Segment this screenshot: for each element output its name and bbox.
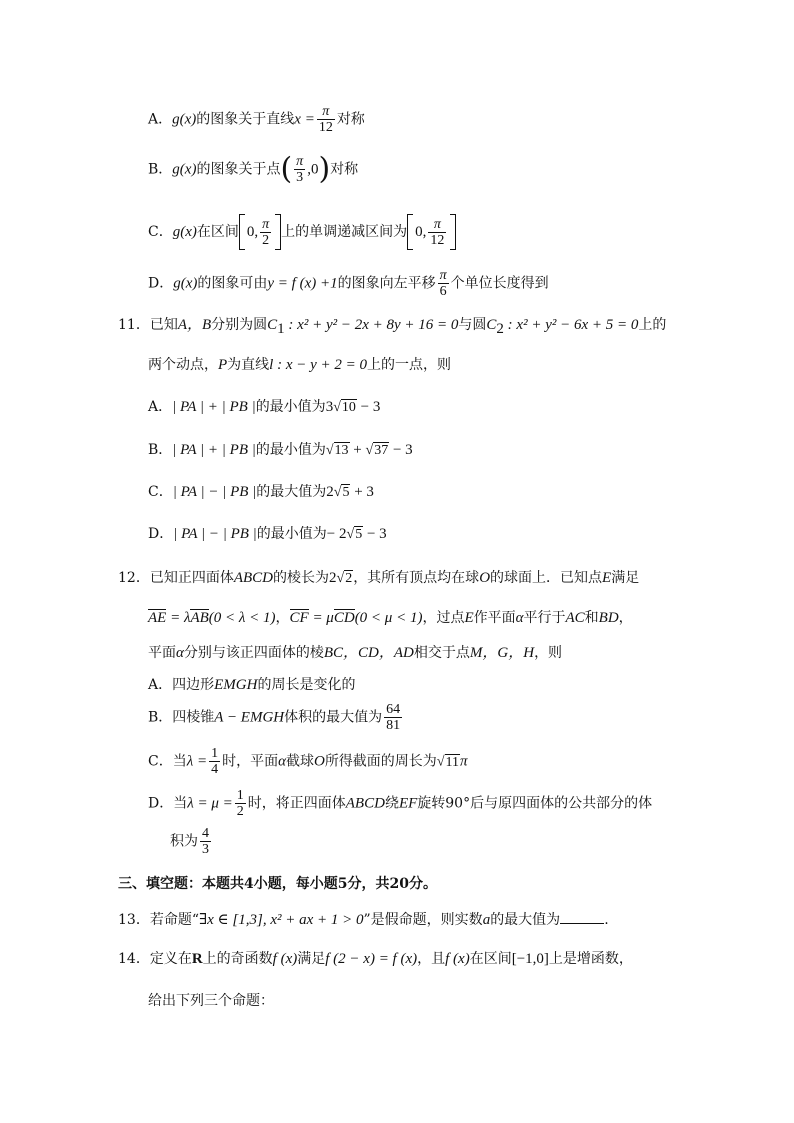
fraction: $\frac{1}{2}$ [236, 788, 244, 819]
option-label: A． [148, 111, 173, 128]
q11-option-d: D．| PA | − | PB |的最小值为− 2√5 − 3 [148, 526, 387, 542]
sqrt: √5 [333, 485, 350, 500]
sqrt: √10 [333, 400, 356, 415]
left-bracket [407, 214, 413, 250]
fraction: $\frac{\pi}{12}$ [430, 216, 445, 248]
sqrt: √5 [346, 527, 363, 542]
q11-line2: 两个动点，P为直线l : x − y + 2 = 0上的一点，则 [148, 357, 452, 373]
answer-blank[interactable] [560, 911, 604, 924]
q14-line1: 14．定义在R上的奇函数f (x)满足f (2 − x) = f (x)，且f (x)在区间[−1,0]上是增函数， [118, 951, 633, 967]
sqrt: √11 [436, 754, 459, 770]
fraction: $\frac{\pi}{3}$ [296, 154, 304, 185]
q12-option-a: A．四边形EMGH的周长是变化的 [148, 677, 356, 693]
left-paren: ( [280, 151, 293, 187]
q10-option-c: C．g(x)在区间 0, $\frac{\pi}{2}$ 上的单调递减区间为 0, $\frac{\pi}{12}$ [148, 214, 456, 250]
q12-option-d-line2: 积为 $\frac{4}{3}$ [170, 826, 209, 857]
q13: 13．若命题“∃x ∈ [1,3], x² + ax + 1 > 0”是假命题，则实数a的最大值为 . [118, 912, 609, 928]
q11-option-c: C．| PA | − | PB |的最大值为2√5 + 3 [148, 484, 374, 500]
sqrt: √13 [325, 443, 349, 458]
question-number: 12． [118, 570, 150, 586]
fraction: $\frac{\pi}{12}$ [318, 104, 333, 135]
q11-option-a: A．| PA | + | PB |的最小值为3√10 − 3 [148, 399, 381, 415]
fraction: $\frac{\pi}{6}$ [439, 268, 447, 299]
right-paren: ) [318, 151, 331, 187]
q10-option-a: A．g(x)的图象关于直线x = $\frac{\pi}{12}$ 对称 [148, 104, 365, 135]
sqrt: √37 [365, 443, 389, 458]
question-number: 13． [118, 912, 150, 928]
question-number: 14． [118, 951, 150, 967]
q12-option-c: C．当λ = $\frac{1}{4}$ 时，平面α截球O所得截面的周长为√11π [148, 746, 468, 777]
fraction: $\frac{64}{81}$ [386, 702, 401, 733]
q10-option-d: D．g(x)的图象可由y = f (x) +1的图象向左平移 $\frac{\pi}{6}$ 个单位长度得到 [148, 268, 549, 299]
q12-line3: 平面α分别与该正四面体的棱BC，CD，AD相交于点M，G，H，则 [148, 645, 563, 661]
q10-option-b: B．g(x)的图象关于点( $\frac{\pi}{3}$ ,0)对称 [148, 151, 359, 187]
q14-line2: 给出下列三个命题： [148, 993, 274, 1009]
q12-line2: AE = λAB(0 < λ < 1)，CF = μCD(0 < μ < 1)，过点E作平面α平行于AC和BD， [148, 610, 633, 626]
left-bracket [239, 214, 245, 250]
section-heading: 三、填空题：本题共4小题，每小题5分，共20分。 [118, 876, 437, 892]
q12-option-b: B．四棱锥A − EMGH体积的最大值为 $\frac{64}{81}$ [148, 702, 401, 733]
q12-line1: 12．已知正四面体ABCD的棱长为2√2，其所有顶点均在球O的球面上．已知点E满足 [118, 570, 640, 586]
question-number: 11． [118, 317, 150, 333]
fraction: $\frac{\pi}{2}$ [262, 216, 270, 248]
q12-option-d: D．当λ = μ = $\frac{1}{2}$ 时，将正四面体ABCD绕EF旋转90°后与原四面体的公共部分的体 [148, 788, 653, 819]
fraction: $\frac{1}{4}$ [211, 746, 219, 777]
sqrt: √2 [336, 571, 353, 586]
q11-line1: 11．已知A，B分别为圆$C_1$ : x² + y² − 2x + 8y + 16 = 0与圆$C_2$ : x² + y² − 6x + 5 = 0上的 [118, 317, 667, 337]
q11-option-b: B．| PA | + | PB |的最小值为√13 + √37 − 3 [148, 442, 413, 458]
right-bracket [450, 214, 456, 250]
fraction: $\frac{4}{3}$ [202, 826, 209, 857]
